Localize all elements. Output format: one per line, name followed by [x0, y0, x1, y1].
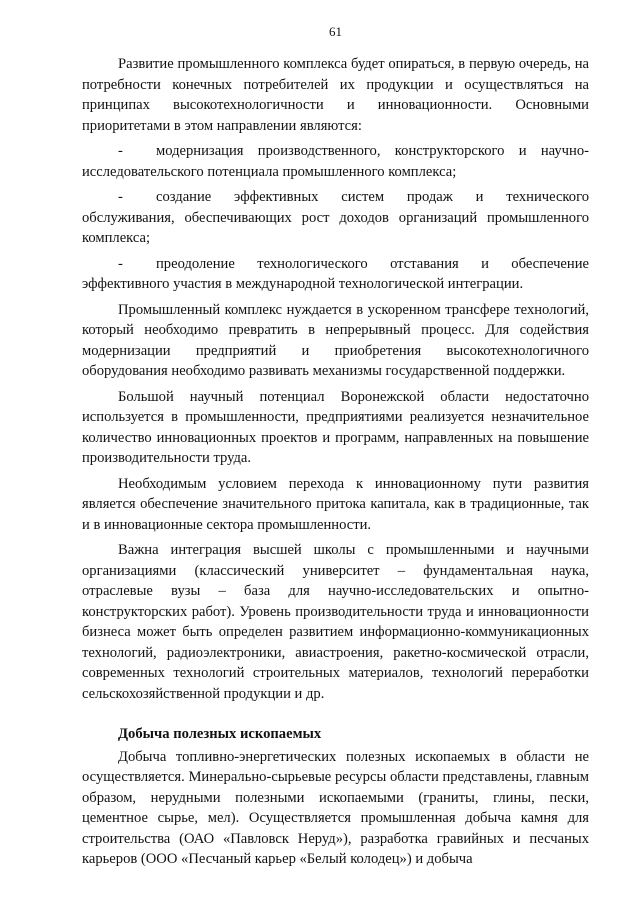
bullet-item-modernization [82, 141, 589, 182]
section-heading-mining: Добыча полезных ископаемых [118, 726, 322, 742]
bullet-marker: - [118, 255, 123, 272]
paragraph-higher-school-integration: Важна интеграция высшей школы с промышленными и научными организациями (классический университет – фундаментальная наука, отраслевые вузы – база для научно-исследовательских и опытно-конструкторских работ). Уровень производительности труда и инновационности бизнеса может быть определен развитием информационно-коммуникационных технологий, радиоэлектроники, авиастроения, ракетно-космической отрасли, современных технологий строительных материалов, технологий переработки сельскохозяйственной продукции и др. [82, 542, 589, 702]
bullet-marker: - [118, 143, 123, 159]
section-gap [82, 704, 589, 724]
bullet-item-technology-gap [82, 254, 589, 295]
paragraph-mining: Добыча топливно-энергетических полезных ископаемых в области не осуществляется. Минерально-сырьевые ресурсы области представлены, главным образом, нерудными полезными ископаемыми (граниты, глины, пески, цементное сырье, мел). Осуществляется промышленная добыча камня для строительства (ОАО «Павловск Неруд»), разработка гравийных и песчаных карьеров (ООО «Песчаный карьер «Белый колодец») и добыча [82, 748, 589, 867]
paragraph-technology-transfer: Промышленный комплекс нуждается в ускоренном трансфере технологий, который необходимо превратить в непрерывный процесс. Для содействия модернизации предприятий и приобретения высокотехнологичного оборудования необходимо развивать механизмы государственной поддержки. [82, 301, 589, 379]
bullet-text: создание эффективных систем продаж и технического обслуживания, обеспечивающих рост доходов организаций промышленного комплекса; [82, 189, 589, 246]
bullet-item-sales-systems [82, 187, 589, 249]
page-number: 61 [329, 24, 342, 39]
bullet-text: преодоление технологического отставания и обеспечение эффективного участия в международной технологической интеграции. [82, 255, 589, 292]
paragraph-capital-inflow: Необходимым условием перехода к инновационному пути развития является обеспечение значительного притока капитала, как в традиционные, так и в инновационные сектора промышленности. [82, 475, 589, 533]
bullet-marker: - [118, 189, 123, 205]
bullet-text: модернизация производственного, конструкторского и научно-исследовательского потенциала промышленного комплекса; [82, 143, 589, 180]
paragraph-scientific-potential: Большой научный потенциал Воронежской области недостаточно используется в промышленности, предприятиями реализуется незначительное количество инновационных проектов и программ, направленных на повышение производительности труда. [82, 388, 589, 466]
paragraph-industry-development: Развитие промышленного комплекса будет опираться, в первую очередь, на потребности конечных потребителей их продукции и осуществляться на принципах высокотехнологичности и инновационности. Основными приоритетами в этом направлении являются: [82, 56, 589, 134]
document-page [82, 24, 589, 870]
